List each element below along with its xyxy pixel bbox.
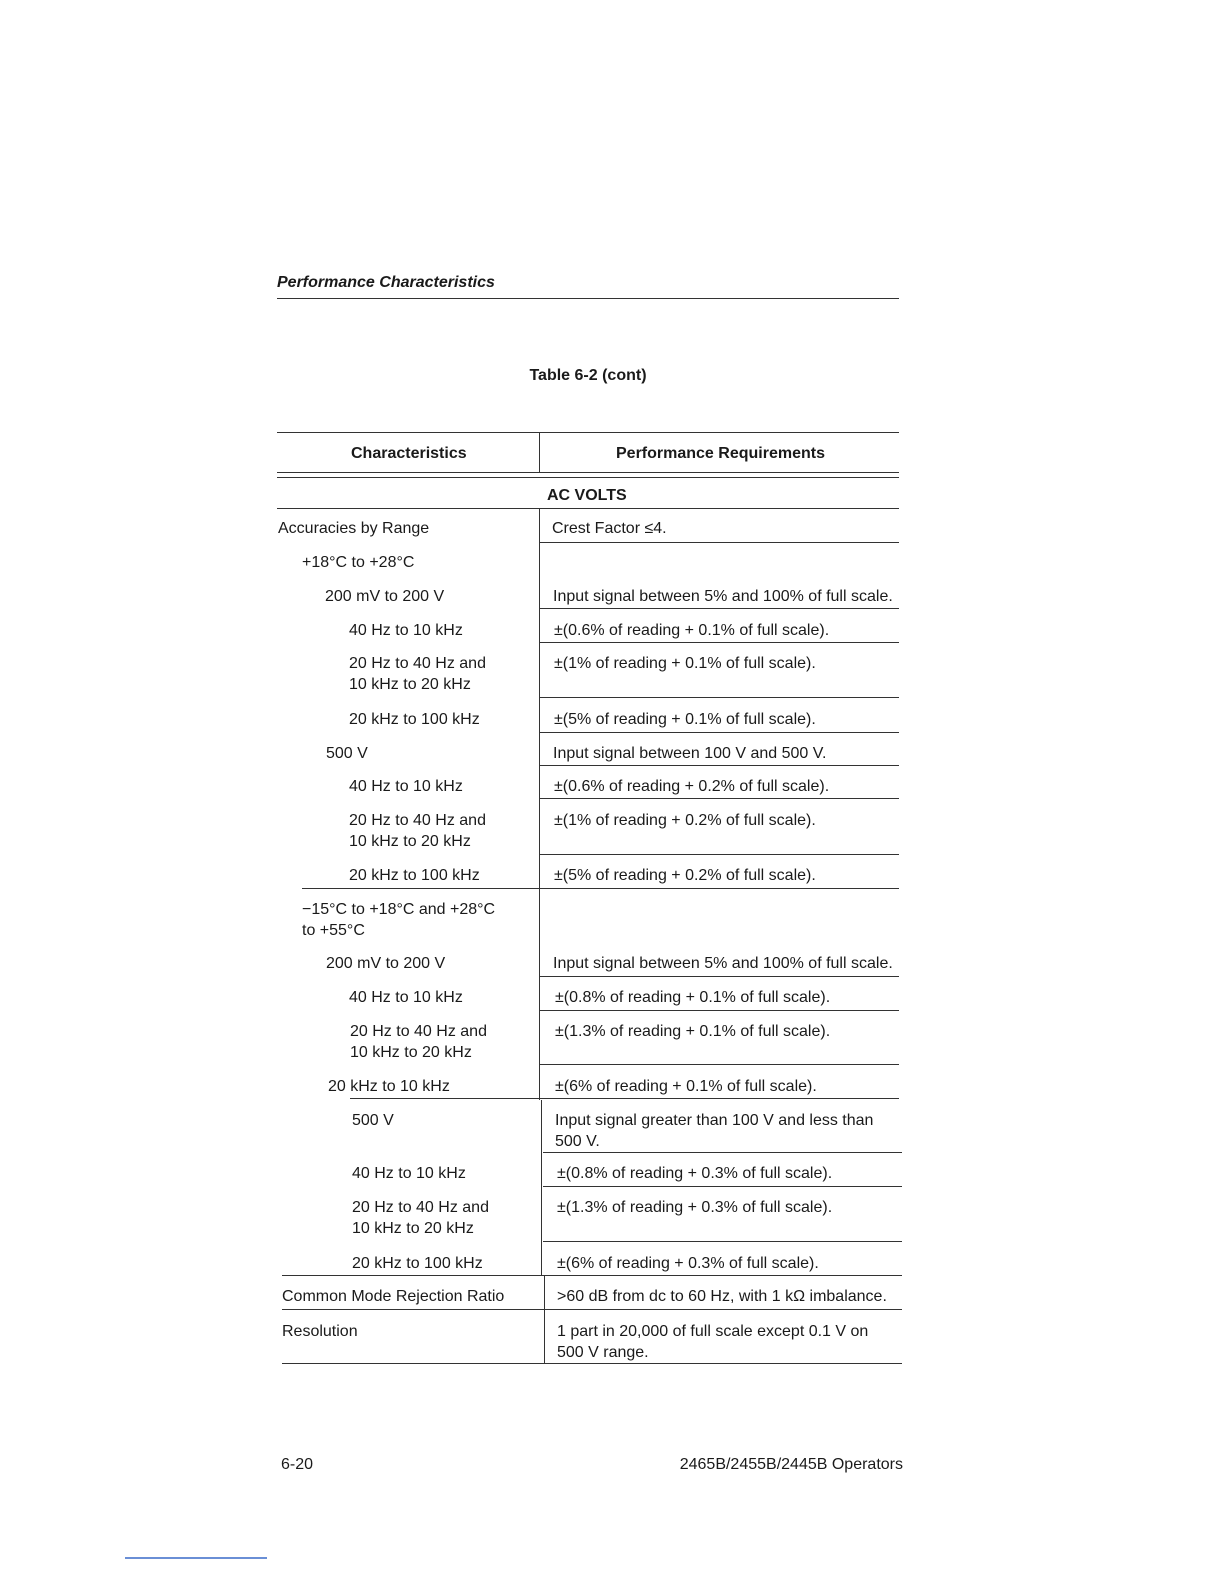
characteristic-label: +18°C to +28°C — [302, 554, 415, 571]
table-top-rule — [277, 432, 899, 433]
requirement-text-line2: 500 V. — [555, 1133, 600, 1150]
table-title: Table 6-2 (cont) — [529, 367, 647, 384]
row-rule — [539, 765, 899, 766]
requirement-text: ±(6% of reading + 0.1% of full scale). — [555, 1078, 817, 1095]
column-divider — [541, 1100, 542, 1276]
requirement-text: ±(5% of reading + 0.1% of full scale). — [554, 711, 816, 728]
header-divider — [539, 432, 540, 473]
requirement-text-line2: 500 V range. — [557, 1344, 649, 1361]
requirement-text: ±(1% of reading + 0.2% of full scale). — [554, 812, 816, 829]
characteristic-label-line2: 10 kHz to 20 kHz — [352, 1220, 474, 1237]
column-header-characteristics: Characteristics — [351, 445, 467, 462]
column-header-performance: Performance Requirements — [616, 445, 825, 462]
row-rule — [539, 732, 899, 733]
characteristic-label: 500 V — [352, 1112, 394, 1129]
characteristic-label-line2: 10 kHz to 20 kHz — [350, 1044, 472, 1061]
row-rule — [350, 1098, 899, 1099]
row-rule — [539, 642, 899, 643]
column-divider — [539, 508, 540, 1100]
requirement-text: ±(0.6% of reading + 0.1% of full scale). — [554, 622, 830, 639]
requirement-text: ±(1.3% of reading + 0.3% of full scale). — [557, 1199, 833, 1216]
requirement-text: Input signal greater than 100 V and less than — [555, 1112, 874, 1129]
header-rule — [277, 472, 899, 473]
row-rule — [539, 542, 899, 543]
section-label: AC VOLTS — [547, 487, 627, 504]
column-divider — [544, 1276, 545, 1364]
requirement-text: 1 part in 20,000 of full scale except 0.1 V on — [557, 1323, 869, 1340]
row-rule — [282, 1275, 902, 1276]
row-rule — [282, 1363, 902, 1364]
requirement-text: ±(1% of reading + 0.1% of full scale). — [554, 655, 816, 672]
characteristic-label: Accuracies by Range — [278, 520, 430, 537]
characteristic-label: Resolution — [282, 1323, 358, 1340]
characteristic-label: 40 Hz to 10 kHz — [349, 989, 463, 1006]
manual-title: 2465B/2455B/2445B Operators — [679, 1456, 903, 1473]
requirement-text: ±(0.8% of reading + 0.1% of full scale). — [555, 989, 831, 1006]
row-rule — [539, 976, 899, 977]
requirement-text: >60 dB from dc to 60 Hz, with 1 kΩ imbalance. — [557, 1288, 887, 1305]
row-rule — [539, 798, 899, 799]
characteristic-label: 20 kHz to 100 kHz — [349, 867, 480, 884]
characteristic-label: 20 kHz to 100 kHz — [349, 711, 480, 728]
characteristic-label: 20 Hz to 40 Hz and — [349, 812, 486, 829]
row-rule — [539, 608, 899, 609]
requirement-text: Input signal between 100 V and 500 V. — [553, 745, 827, 762]
header-rule-double — [277, 477, 899, 478]
characteristic-label: 20 Hz to 40 Hz and — [350, 1023, 487, 1040]
requirement-text: Input signal between 5% and 100% of full scale. — [553, 955, 893, 972]
characteristic-label-line2: to +55°C — [302, 922, 365, 939]
characteristic-label: 40 Hz to 10 kHz — [349, 622, 463, 639]
row-rule — [539, 854, 899, 855]
row-rule — [543, 1152, 902, 1153]
scan-mark-line — [125, 1557, 267, 1559]
characteristic-label-line2: 10 kHz to 20 kHz — [349, 676, 471, 693]
characteristic-label: 20 kHz to 10 kHz — [328, 1078, 450, 1095]
row-rule — [282, 1309, 902, 1310]
requirement-text: ±(1.3% of reading + 0.1% of full scale). — [555, 1023, 831, 1040]
section-rule — [277, 508, 899, 509]
page-number: 6-20 — [281, 1456, 314, 1473]
characteristic-label-line2: 10 kHz to 20 kHz — [349, 833, 471, 850]
characteristic-label: 40 Hz to 10 kHz — [352, 1165, 466, 1182]
characteristic-label: 500 V — [326, 745, 368, 762]
characteristic-label: 40 Hz to 10 kHz — [349, 778, 463, 795]
row-rule — [539, 1010, 899, 1011]
section-title: Performance Characteristics — [277, 274, 899, 299]
requirement-text: ±(0.8% of reading + 0.3% of full scale). — [557, 1165, 833, 1182]
requirement-text: ±(6% of reading + 0.3% of full scale). — [557, 1255, 819, 1272]
requirement-text: Input signal between 5% and 100% of full scale. — [553, 588, 893, 605]
characteristic-label: 20 Hz to 40 Hz and — [349, 655, 486, 672]
row-rule — [543, 1186, 902, 1187]
requirement-text: ±(0.6% of reading + 0.2% of full scale). — [554, 778, 830, 795]
row-rule — [539, 1064, 899, 1065]
characteristic-label: 20 kHz to 100 kHz — [352, 1255, 483, 1272]
characteristic-label: Common Mode Rejection Ratio — [282, 1288, 505, 1305]
row-rule — [543, 1241, 902, 1242]
characteristic-label: 20 Hz to 40 Hz and — [352, 1199, 489, 1216]
requirement-text: ±(5% of reading + 0.2% of full scale). — [554, 867, 816, 884]
characteristic-label: −15°C to +18°C and +28°C — [302, 901, 496, 918]
row-rule — [302, 888, 899, 889]
row-rule — [539, 697, 899, 698]
requirement-text: Crest Factor ≤4. — [552, 520, 667, 537]
characteristic-label: 200 mV to 200 V — [325, 588, 445, 605]
characteristic-label: 200 mV to 200 V — [326, 955, 446, 972]
